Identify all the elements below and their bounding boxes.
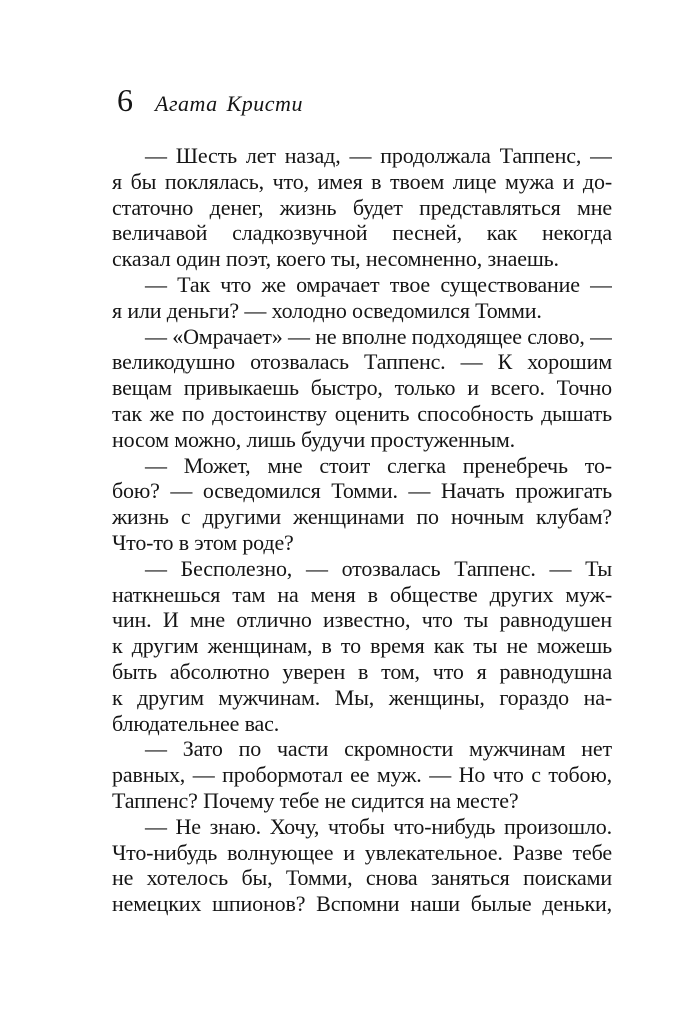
page-number: 6: [117, 82, 133, 118]
text-line: — Может, мне стоит слегка пренебречь то-: [145, 452, 612, 478]
text-line: так же по достоинству оценить способность дышать: [112, 400, 612, 426]
text-line: к другим мужчинам. Мы, женщины, гораздо на-: [112, 684, 612, 710]
text-line: жизнь с другими женщинами по ночным клубам?: [112, 504, 612, 530]
text-line: Что-то в этом роде?: [112, 529, 294, 555]
running-header-author: Агата Кристи: [155, 91, 303, 116]
text-line: носом можно, лишь будучи простуженным.: [112, 426, 516, 452]
text-line: не хотелось бы, Томми, снова заняться поисками: [112, 865, 612, 891]
text-line: величавой сладкозвучной песней, как некогда: [112, 220, 612, 246]
text-line: бою? — осведомился Томми. — Начать прожигать: [112, 478, 612, 504]
text-line: статочно денег, жизнь будет представляться мне: [112, 194, 612, 220]
text-line: Что-нибудь волнующее и увлекательное. Разве тебе: [112, 839, 612, 865]
text-line: Таппенс? Почему тебе не сидится на месте?: [112, 787, 519, 813]
text-line: быть абсолютно уверен в том, что я равнодушна: [112, 658, 612, 684]
text-line: сказал один поэт, коего ты, несомненно, знаешь.: [112, 246, 559, 272]
text-block: [112, 143, 612, 917]
text-line: к другим женщинам, в то время как ты не можешь: [112, 633, 612, 659]
text-line: чин. И мне отлично известно, что ты равнодушен: [112, 607, 612, 633]
running-header: [117, 84, 303, 117]
text-line: я бы поклялась, что, имея в твоем лице мужа и до-: [112, 168, 612, 194]
text-line: — Не знаю. Хочу, чтобы что-нибудь произошло.: [145, 813, 612, 839]
text-line: я или деньги? — холодно осведомился Томми.: [112, 297, 542, 323]
text-line: — Зато по части скромности мужчинам нет: [145, 736, 612, 762]
text-line: блюдательнее вас.: [112, 710, 280, 736]
text-line: вещам привыкаешь быстро, только и всего. Точно: [112, 375, 612, 401]
text-line: немецких шпионов? Вспомни наши былые деньки,: [112, 891, 612, 917]
text-line: равных, — пробормотал ее муж. — Но что с тобою,: [112, 762, 612, 788]
text-line: великодушно отозвалась Таппенс. — К хорошим: [112, 349, 612, 375]
text-line: наткнешься там на меня в обществе других муж-: [112, 581, 612, 607]
text-line: — «Омрачает» — не вполне подходящее слово, —: [145, 323, 612, 349]
text-line: — Так что же омрачает твое существование —: [145, 271, 612, 297]
text-line: — Шесть лет назад, — продолжала Таппенс, —: [145, 143, 612, 168]
text-line: — Бесполезно, — отозвалась Таппенс. — Ты: [145, 555, 612, 581]
